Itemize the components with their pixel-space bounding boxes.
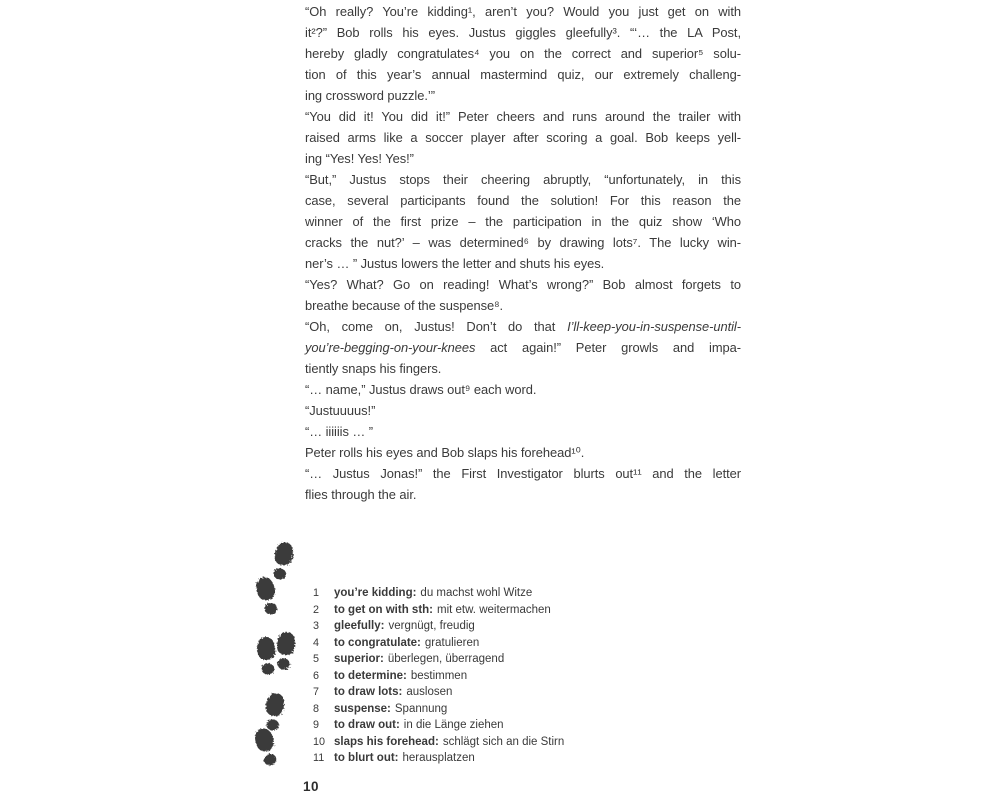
vocab-number: 7 (313, 686, 320, 699)
vocab-entry (313, 602, 733, 619)
vocab-entry (313, 651, 733, 668)
story-line: tiently snaps his fingers. (305, 361, 442, 376)
vocab-entry (313, 585, 733, 602)
story-line: ing “Yes! Yes! Yes!” (305, 151, 414, 166)
story-line: cracks the nut?’ – was determined⁶ by drawing lots⁷. The lucky win- (305, 235, 741, 250)
vocab-translation: du machst wohl Witze (420, 587, 533, 599)
footprint-icon (253, 726, 281, 767)
story-text (305, 1, 741, 505)
story-line: “… name,” Justus draws out⁹ each word. (305, 382, 537, 397)
vocab-entry (313, 701, 733, 718)
story-line: breathe because of the suspense⁸. (305, 298, 504, 313)
vocab-number: 8 (313, 702, 320, 715)
vocab-term: gleefully: (334, 620, 385, 633)
vocab-term: to draw lots: (334, 686, 403, 699)
footprint-icon (274, 631, 296, 671)
story-line: Peter rolls his eyes and Bob slaps his forehead¹⁰. (305, 445, 585, 460)
story-line: ing crossword puzzle.’” (305, 88, 435, 103)
vocab-entry (313, 635, 733, 652)
story-line: “You did it! You did it!” Peter cheers and runs around the trailer with (305, 109, 741, 124)
footprint-icon (256, 636, 277, 675)
vocab-number: 3 (313, 620, 320, 633)
story-line: flies through the air. (305, 487, 417, 502)
vocab-number: 6 (313, 669, 320, 682)
vocab-translation: Spannung (394, 702, 448, 715)
vocab-term: you’re kidding: (334, 587, 417, 599)
story-line: hereby gladly congratulates⁴ you on the correct and superior⁵ solu- (305, 46, 741, 61)
vocab-entry (313, 618, 733, 635)
vocab-entry (313, 668, 733, 685)
vocab-translation: in die Länge ziehen (403, 719, 504, 732)
vocab-translation: auslosen (406, 686, 453, 699)
vocab-term: to congratulate: (334, 636, 421, 649)
story-line: “Yes? What? Go on reading! What’s wrong?” Bob almost forgets to (305, 277, 741, 292)
vocab-term: slaps his forehead: (334, 735, 439, 748)
story-line: “Justuuuus!” (305, 403, 376, 418)
story-line: “… Justus Jonas!” the First Investigator blurts out¹¹ and the letter (305, 466, 741, 481)
footprint-icon (254, 575, 281, 616)
story-line: raised arms like a soccer player after scoring a goal. Bob keeps yell- (305, 130, 741, 145)
vocab-number: 1 (313, 587, 320, 599)
story-line: it²?” Bob rolls his eyes. Justus giggles gleefully³. “‘… the LA Post, (305, 25, 741, 40)
vocab-entry (313, 717, 733, 734)
story-line: tion of this year’s annual mastermind quiz, our extremely challeng- (305, 67, 741, 82)
story-line: winner of the first prize – the participation in the quiz show ‘Who (305, 214, 741, 229)
vocab-term: to blurt out: (334, 752, 399, 765)
story-line: you’re-begging-on-your-knees act again!” Peter growls and impa- (305, 340, 741, 355)
vocab-number: 2 (313, 603, 320, 616)
footprint-icon (263, 692, 285, 732)
story-line: case, several participants found the solution! For this reason the (305, 193, 741, 208)
story-line: “But,” Justus stops their cheering abruptly, “unfortunately, in this (305, 172, 741, 187)
vocab-term: to get on with sth: (334, 603, 434, 616)
vocab-number: 10 (313, 735, 326, 748)
story-line: “Oh, come on, Justus! Don’t do that I’ll-keep-you-in-suspense-until- (305, 319, 741, 334)
vocab-translation: vergnügt, freudig (388, 620, 475, 633)
vocab-number: 5 (313, 653, 320, 666)
vocab-term: to determine: (334, 669, 407, 682)
vocab-number: 9 (313, 719, 320, 732)
vocab-translation: schlägt sich an die Stirn (442, 735, 565, 748)
vocab-entry (313, 750, 733, 767)
vocab-translation: überlegen, überragend (387, 653, 505, 666)
vocab-term: suspense: (334, 702, 391, 715)
vocab-term: superior: (334, 653, 384, 666)
vocab-translation: bestimmen (410, 669, 468, 682)
story-line: “… iiiiiis … ” (305, 424, 374, 439)
story-line: “Oh really? You’re kidding¹, aren’t you? Would you just get on with (305, 4, 741, 19)
vocab-term: to draw out: (334, 719, 400, 732)
vocab-translation: mit etw. weitermachen (437, 603, 551, 616)
vocab-entry (313, 684, 733, 701)
vocab-translation: herausplatzen (402, 752, 475, 765)
vocab-entry (313, 734, 733, 751)
story-line: ner’s … ” Justus lowers the letter and shuts his eyes. (305, 256, 605, 271)
page-number: 10 (303, 779, 320, 794)
vocab-number: 11 (313, 752, 325, 765)
footprint-icon (270, 541, 295, 582)
vocab-translation: gratulieren (424, 636, 480, 649)
vocab-number: 4 (313, 636, 320, 649)
vocabulary-list (313, 585, 733, 767)
footprints-graphic (230, 535, 315, 780)
